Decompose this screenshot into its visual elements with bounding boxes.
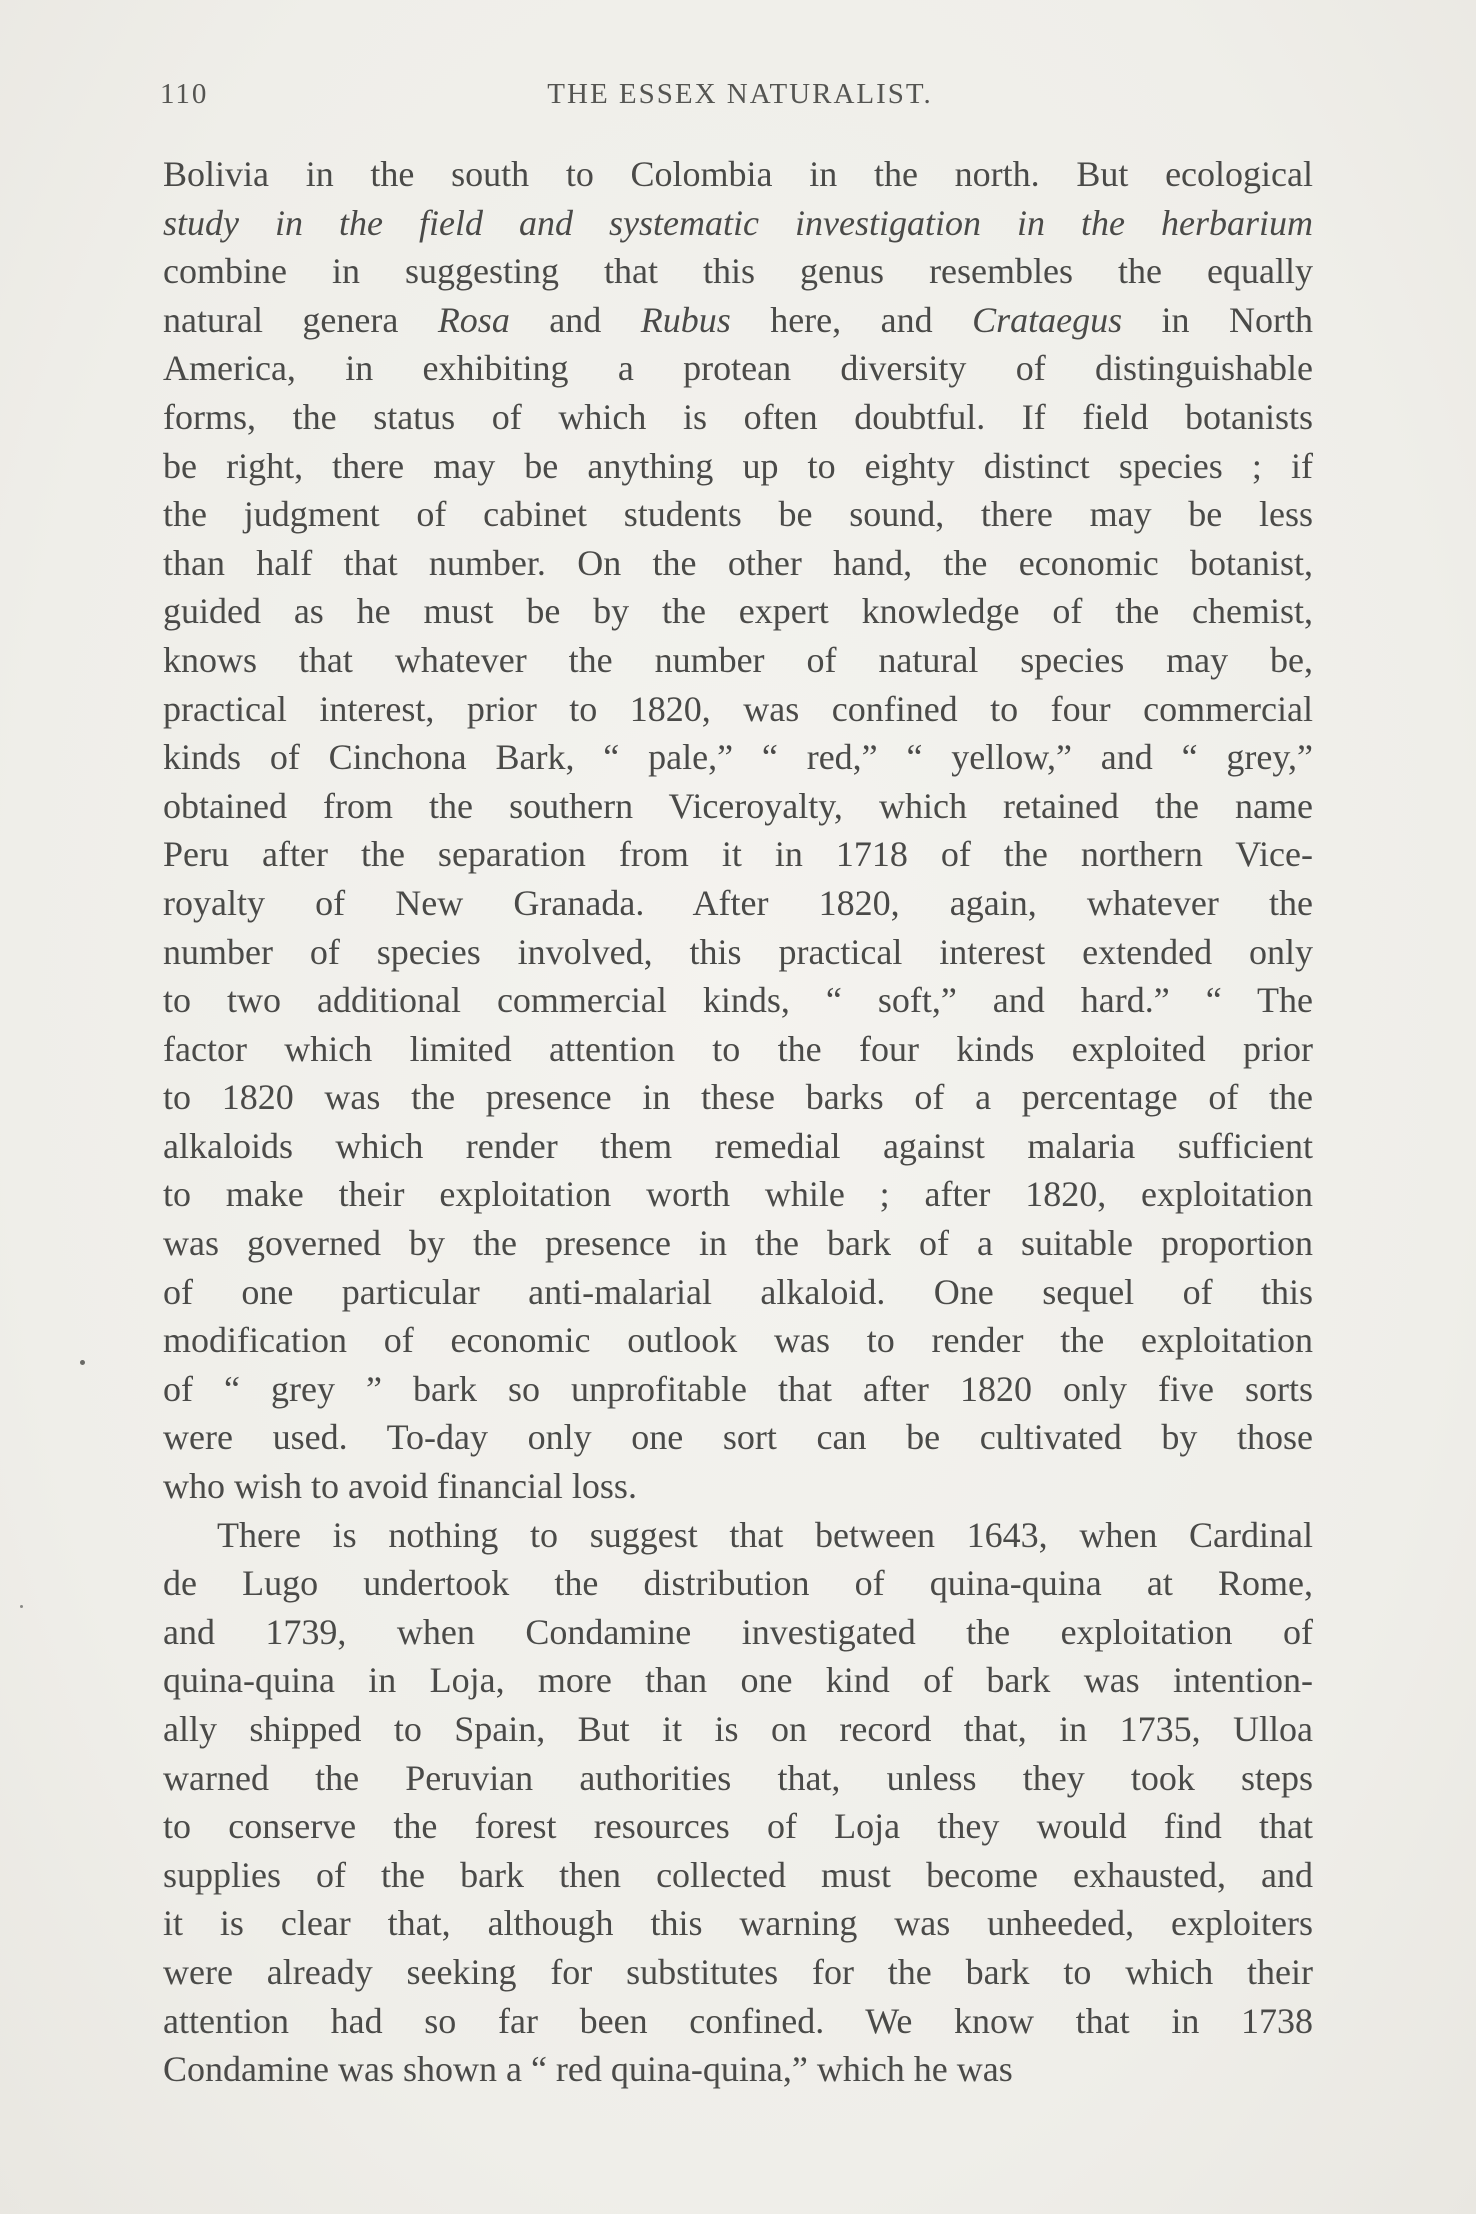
italic-text: Rubus (640, 299, 731, 340)
text-run: kinds of Cinchona Bark, “ pale,” “ red,” “ yellow,” and “ grey,” (163, 737, 1313, 778)
text-line (163, 587, 1313, 636)
text-line (163, 199, 1313, 248)
italic-text: Crataegus (972, 299, 1123, 340)
text-run: alkaloids which render them remedial against malaria sufficient (163, 1125, 1313, 1166)
text-line (163, 296, 1313, 345)
text-line (163, 1413, 1313, 1462)
text-run: to 1820 was the presence in these barks of a percentage of the (163, 1077, 1313, 1118)
text-line (163, 1073, 1313, 1122)
text-run: was governed by the presence in the bark of a suitable proportion (163, 1223, 1313, 1264)
text-line (163, 830, 1313, 879)
italic-text: Rosa (437, 299, 510, 340)
text-run: guided as he must be by the expert knowledge of the chemist, (163, 591, 1313, 632)
text-line (163, 1997, 1313, 2046)
text-line (163, 1656, 1313, 1705)
text-run: it is clear that, although this warning was unheeded, exploiters (163, 1903, 1313, 1944)
paragraph (163, 1511, 1313, 2094)
text-run: number of species involved, this practical interest extended only (163, 931, 1313, 972)
text-line (163, 393, 1313, 442)
text-line (163, 685, 1313, 734)
text-line (163, 1754, 1313, 1803)
text-run: There is nothing to suggest that between 1643, when Cardinal (217, 1514, 1313, 1555)
text-line (163, 1899, 1313, 1948)
text-line (163, 150, 1313, 199)
text-run: modification of economic outlook was to render the exploitation (163, 1320, 1313, 1361)
text-line (163, 1170, 1313, 1219)
text-run: quina-quina in Loja, more than one kind of bark was intention- (163, 1660, 1313, 1701)
print-speck (20, 1605, 23, 1608)
text-run: Peru after the separation from it in 1718 of the northern Vice- (163, 834, 1313, 875)
text-line (163, 1851, 1313, 1900)
text-line (163, 1122, 1313, 1171)
text-line (163, 733, 1313, 782)
text-line (163, 1365, 1313, 1414)
text-run: here, and (730, 299, 973, 340)
text-run: knows that whatever the number of natural species may be, (163, 639, 1313, 680)
text-line (163, 976, 1313, 1025)
text-line (163, 490, 1313, 539)
text-run: and 1739, when Condamine investigated the exploitation of (163, 1611, 1313, 1652)
print-speck (80, 1360, 85, 1365)
paragraph (163, 150, 1313, 1511)
text-run: forms, the status of which is often doubtful. If field botanists (163, 396, 1313, 437)
text-run: were used. To-day only one sort can be cultivated by those (163, 1417, 1313, 1458)
text-line (163, 1802, 1313, 1851)
italic-text: study in the field and systematic investigation in the herbarium (163, 202, 1313, 243)
text-run: attention had so far been confined. We know that in 1738 (163, 2000, 1313, 2041)
text-run: natural genera (163, 299, 438, 340)
text-line (163, 2045, 1313, 2094)
text-line (163, 1462, 1313, 1511)
text-line (163, 344, 1313, 393)
text-run: to make their exploitation worth while ; after 1820, exploitation (163, 1174, 1313, 1215)
text-run: in North (1122, 299, 1313, 340)
text-run: than half that number. On the other hand, the economic botanist, (163, 542, 1313, 583)
text-run: obtained from the southern Viceroyalty, which retained the name (163, 785, 1313, 826)
text-line (163, 1705, 1313, 1754)
text-run: practical interest, prior to 1820, was confined to four commercial (163, 688, 1313, 729)
text-run: warned the Peruvian authorities that, unless they took steps (163, 1757, 1313, 1798)
text-line (163, 1025, 1313, 1074)
text-run: of “ grey ” bark so unprofitable that after 1820 only five sorts (163, 1368, 1313, 1409)
text-run: to conserve the forest resources of Loja they would find that (163, 1806, 1313, 1847)
text-line (163, 539, 1313, 588)
text-line (163, 247, 1313, 296)
text-line (163, 442, 1313, 491)
text-line (163, 1559, 1313, 1608)
running-head (160, 78, 1320, 118)
text-line (163, 1948, 1313, 1997)
text-line (163, 1268, 1313, 1317)
text-run: Bolivia in the south to Colombia in the north. But ecological (163, 154, 1313, 194)
text-line (163, 782, 1313, 831)
text-run: de Lugo undertook the distribution of quina-quina at Rome, (163, 1563, 1313, 1604)
text-line (163, 928, 1313, 977)
text-run: were already seeking for substitutes for the bark to which their (163, 1951, 1313, 1992)
text-run: Condamine was shown a “ red quina-quina,” which he was (163, 2049, 1013, 2090)
text-run: to two additional commercial kinds, “ soft,” and hard.” “ The (163, 980, 1313, 1021)
text-run: and (509, 299, 641, 340)
text-line (163, 1511, 1313, 1560)
text-run: America, in exhibiting a protean diversity of distinguishable (163, 348, 1313, 389)
body-text (163, 150, 1313, 2094)
text-run: supplies of the bark then collected must become exhausted, and (163, 1854, 1313, 1895)
running-title: THE ESSEX NATURALIST. (547, 78, 933, 110)
text-run: be right, there may be anything up to eighty distinct species ; if (163, 445, 1313, 486)
text-line (163, 636, 1313, 685)
text-run: combine in suggesting that this genus resembles the equally (163, 251, 1313, 292)
text-line (163, 1219, 1313, 1268)
text-line (163, 1316, 1313, 1365)
text-line (163, 1608, 1313, 1657)
text-line (163, 879, 1313, 928)
text-run: of one particular anti-malarial alkaloid. One sequel of this (163, 1271, 1313, 1312)
text-run: the judgment of cabinet students be sound, there may be less (163, 494, 1313, 535)
text-run: who wish to avoid financial loss. (163, 1466, 637, 1507)
text-run: factor which limited attention to the four kinds exploited prior (163, 1028, 1313, 1069)
page-number: 110 (160, 78, 209, 110)
text-run: ally shipped to Spain, But it is on record that, in 1735, Ulloa (163, 1709, 1313, 1749)
text-run: royalty of New Granada. After 1820, again, whatever the (163, 882, 1313, 923)
